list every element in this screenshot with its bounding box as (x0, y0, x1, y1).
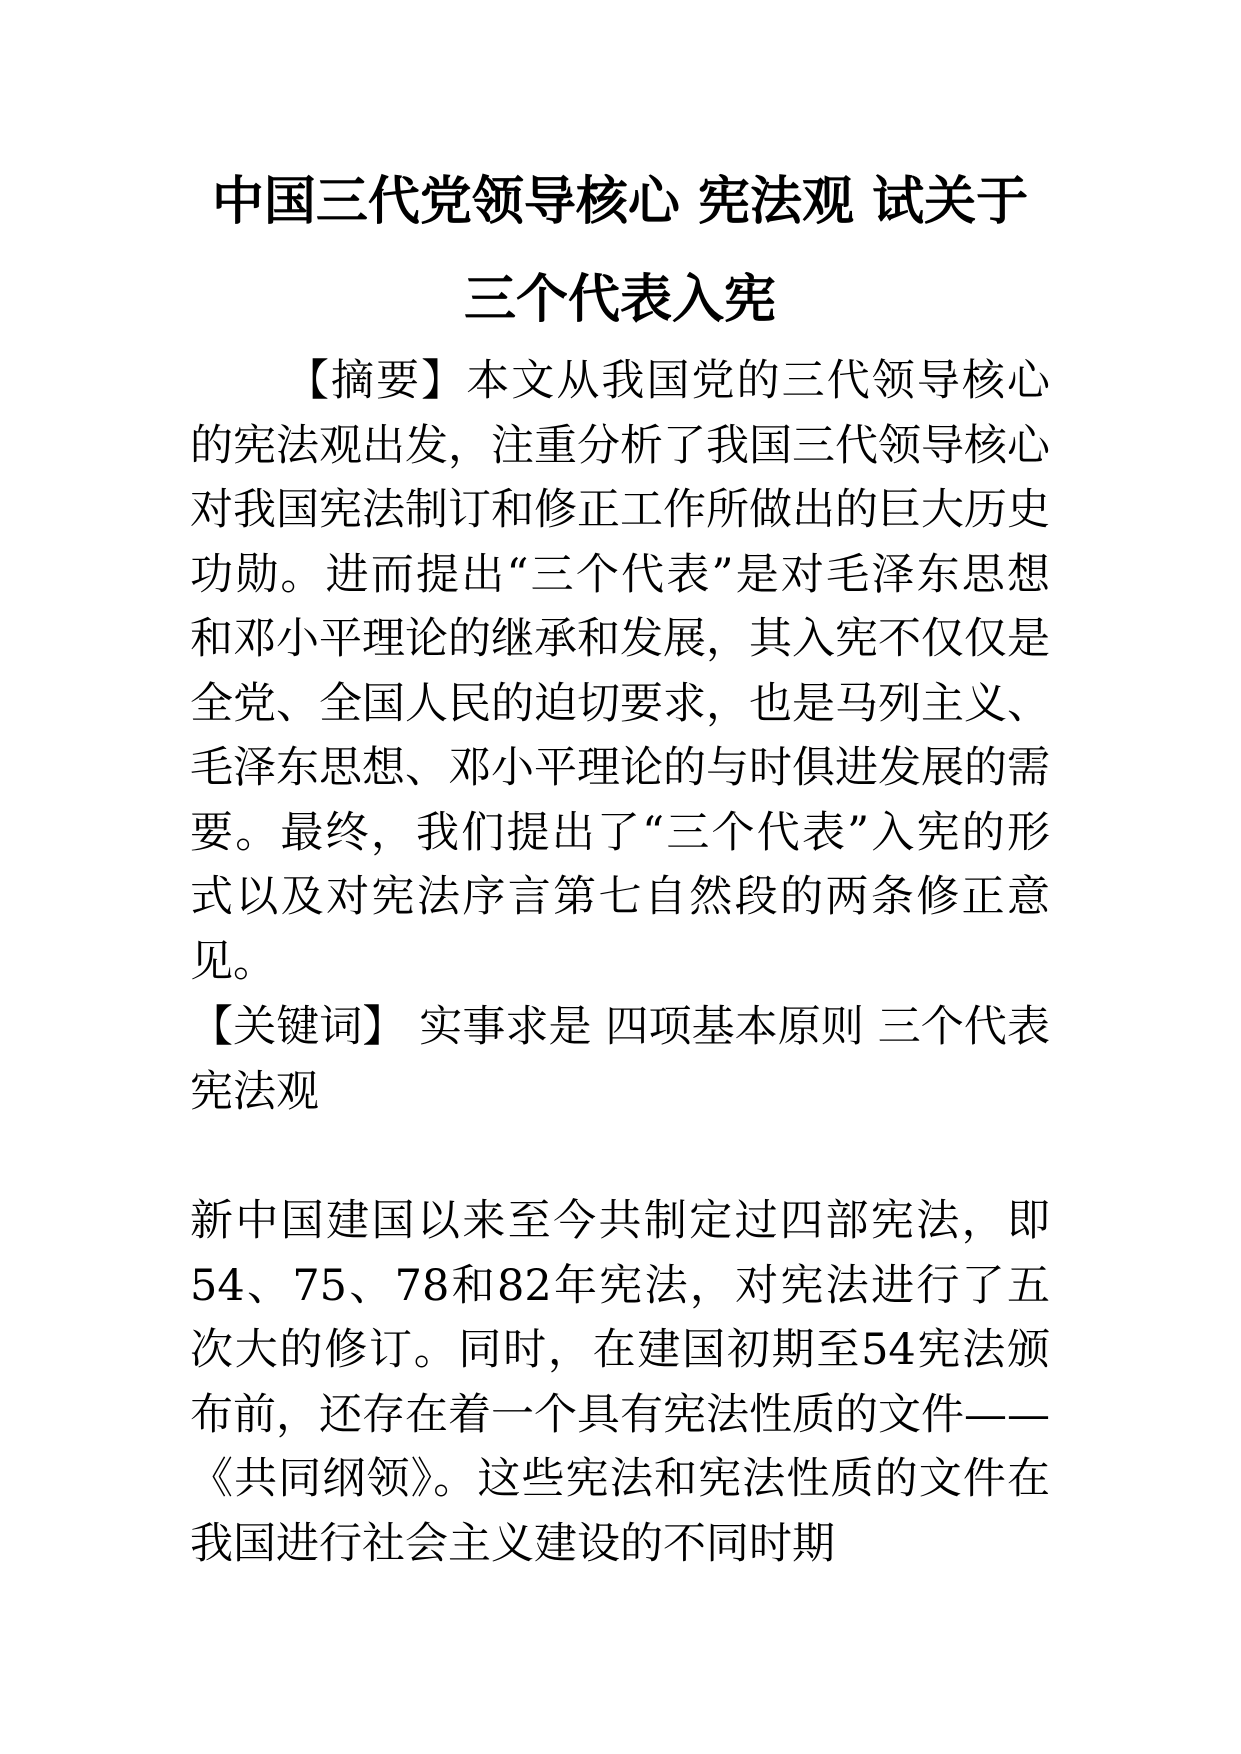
abstract-text: 本文从我国党的三代领导核心的宪法观出发，注重分析了我国三代领导核心对我国宪法制订和修正工作所做出的巨大历史功勋。进而提出“三个代表”是对毛泽东思想和邓小平理论的继承和发展，其入宪不仅仅是全党、全国人民的迫切要求，也是马列主义、毛泽东思想、邓小平理论的与时俱进发展的需要。最终，我们提出了“三个代表”入宪的形式以及对宪法序言第七自然段的两条修正意见。 (190, 356, 1050, 987)
abstract-paragraph (190, 349, 1050, 994)
abstract-label: 【摘要】 (286, 356, 467, 406)
keywords-label: 【关键词】 (190, 1002, 406, 1052)
keywords-paragraph (190, 995, 1078, 1124)
keywords-text: 实事求是 四项基本原则 三个代表 宪法观 (190, 1002, 1078, 1117)
body-paragraph: 新中国建国以来至今共制定过四部宪法，即54、75、78和82年宪法，对宪法进行了五次大的修订。同时，在建国初期至54宪法颁布前，还存在着一个具有宪法性质的文件——《共同纲领》。这些宪法和宪法性质的文件在我国进行社会主义建设的不同时期 (190, 1196, 1050, 1569)
document-title-line-2: 三个代表入宪 (463, 270, 776, 330)
document-title-line-1: 中国三代党领导核心 宪法观 试关于 (211, 172, 1029, 232)
